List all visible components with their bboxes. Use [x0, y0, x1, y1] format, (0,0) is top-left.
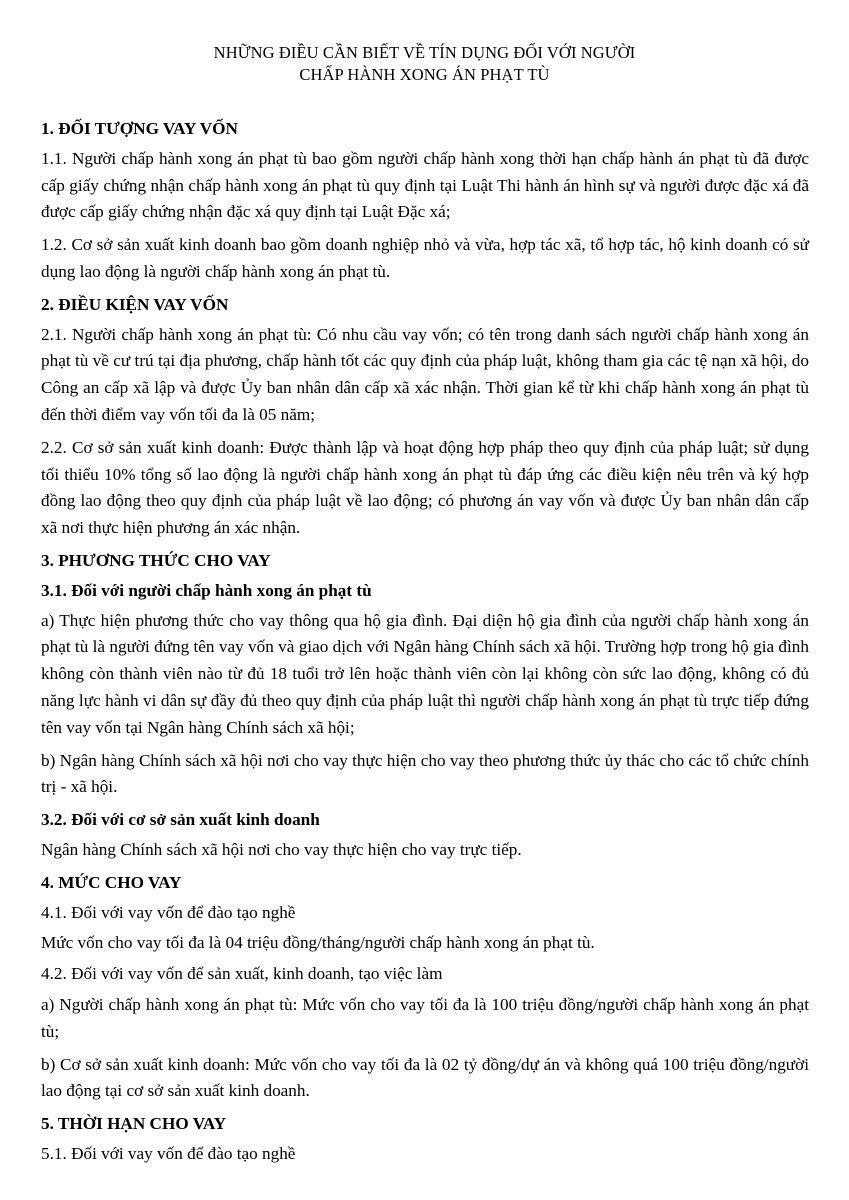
section-4-2-a-paragraph: a) Người chấp hành xong án phạt tù: Mức vốn cho vay tối đa là 100 triệu đồng/người chấp hành xong án phạt tù;	[41, 994, 809, 1041]
section-1-heading: 1. ĐỐI TƯỢNG VAY VỐN	[41, 119, 238, 138]
section-4-2-b-paragraph: b) Cơ sở sản xuất kinh doanh: Mức vốn cho vay tối đa là 02 tỷ đồng/dự án và không quá 100 triệu đồng/người lao động tại cơ sở sản xuất kinh doanh.	[41, 1054, 809, 1101]
section-3-heading: 3. PHƯƠNG THỨC CHO VAY	[41, 550, 271, 570]
section-3-1-subheading: 3.1. Đối với người chấp hành xong án phạt tù	[41, 580, 372, 600]
section-3-1-a-paragraph: a) Thực hiện phương thức cho vay thông qua hộ gia đình. Đại diện hộ gia đình của người chấp hành xong án phạt tù là người đứng tên vay vốn và giao dịch với Ngân hàng Chính sách xã hội. Trường hợp trong hộ gia đình không còn thành viên nào từ đủ 18 tuổi trở lên hoặc thành viên còn lại không còn sức lao động, không có đủ năng lực hành vi dân sự đầy đủ theo quy định của pháp luật thì người chấp hành xong án phạt tù trực tiếp đứng tên vay vốn tại Ngân hàng Chính sách xã hội;	[41, 610, 809, 737]
section-1-2-paragraph: 1.2. Cơ sở sản xuất kinh doanh bao gồm doanh nghiệp nhỏ và vừa, hợp tác xã, tổ hợp tác, hộ kinh doanh có sử dụng lao động là người chấp hành xong án phạt tù.	[41, 235, 809, 281]
section-4-heading: 4. MỨC CHO VAY	[41, 872, 182, 892]
section-3-2-paragraph: Ngân hàng Chính sách xã hội nơi cho vay thực hiện cho vay trực tiếp.	[41, 839, 522, 859]
section-2-heading: 2. ĐIỀU KIỆN VAY VỐN	[41, 294, 229, 314]
section-5-heading: 5. THỜI HẠN CHO VAY	[41, 1114, 227, 1134]
section-1-1-paragraph: 1.1. Người chấp hành xong án phạt tù bao gồm người chấp hành xong thời hạn chấp hành án phạt tù đã được cấp giấy chứng nhận chấp hành xong án phạt tù quy định tại Luật Thi hành án hình sự và người được đặc xá đã được cấp giấy chứng nhận đặc xá quy định tại Luật Đặc xá;	[41, 148, 809, 222]
section-3-1-b-paragraph: b) Ngân hàng Chính sách xã hội nơi cho vay thực hiện cho vay theo phương thức ủy thác cho các tổ chức chính trị - xã hội.	[41, 750, 809, 797]
section-2-1-paragraph: 2.1. Người chấp hành xong án phạt tù: Có nhu cầu vay vốn; có tên trong danh sách người chấp hành xong án phạt tù về cư trú tại địa phương, chấp hành tốt các quy định của pháp luật, không tham gia các tệ nạn xã hội, do Công an cấp xã lập và được Ủy ban nhân dân cấp xã xác nhận. Thời gian kể từ khi chấp hành xong án phạt tù đến thời điểm vay vốn tối đa là 05 năm;	[41, 324, 809, 424]
document-title-line-2: CHẤP HÀNH XONG ÁN PHẠT TÙ	[299, 65, 550, 84]
section-4-1-paragraph: Mức vốn cho vay tối đa là 04 triệu đồng/tháng/người chấp hành xong án phạt tù.	[41, 933, 595, 953]
section-4-2-subheading: 4.2. Đối với vay vốn để sản xuất, kinh doanh, tạo việc làm	[41, 964, 443, 984]
section-2-2-paragraph: 2.2. Cơ sở sản xuất kinh doanh: Được thành lập và hoạt động hợp pháp theo quy định của pháp luật; sử dụng tối thiểu 10% tổng số lao động là người chấp hành xong án phạt tù đáp ứng các điều kiện nêu trên và ký hợp đồng lao động theo quy định của pháp luật về lao động; có phương án vay vốn và được Ủy ban nhân dân cấp xã nơi thực hiện phương án xác nhận.	[41, 437, 809, 538]
section-4-1-subheading: 4.1. Đối với vay vốn để đào tạo nghề	[41, 902, 296, 922]
section-5-1-subheading: 5.1. Đối với vay vốn để đào tạo nghề	[41, 1143, 296, 1163]
document-body	[41, 116, 809, 1168]
document-title-line-1: NHỮNG ĐIỀU CẦN BIẾT VỀ TÍN DỤNG ĐỐI VỚI NGƯỜI	[213, 43, 636, 62]
section-3-2-subheading: 3.2. Đối với cơ sở sản xuất kinh doanh	[41, 810, 320, 830]
